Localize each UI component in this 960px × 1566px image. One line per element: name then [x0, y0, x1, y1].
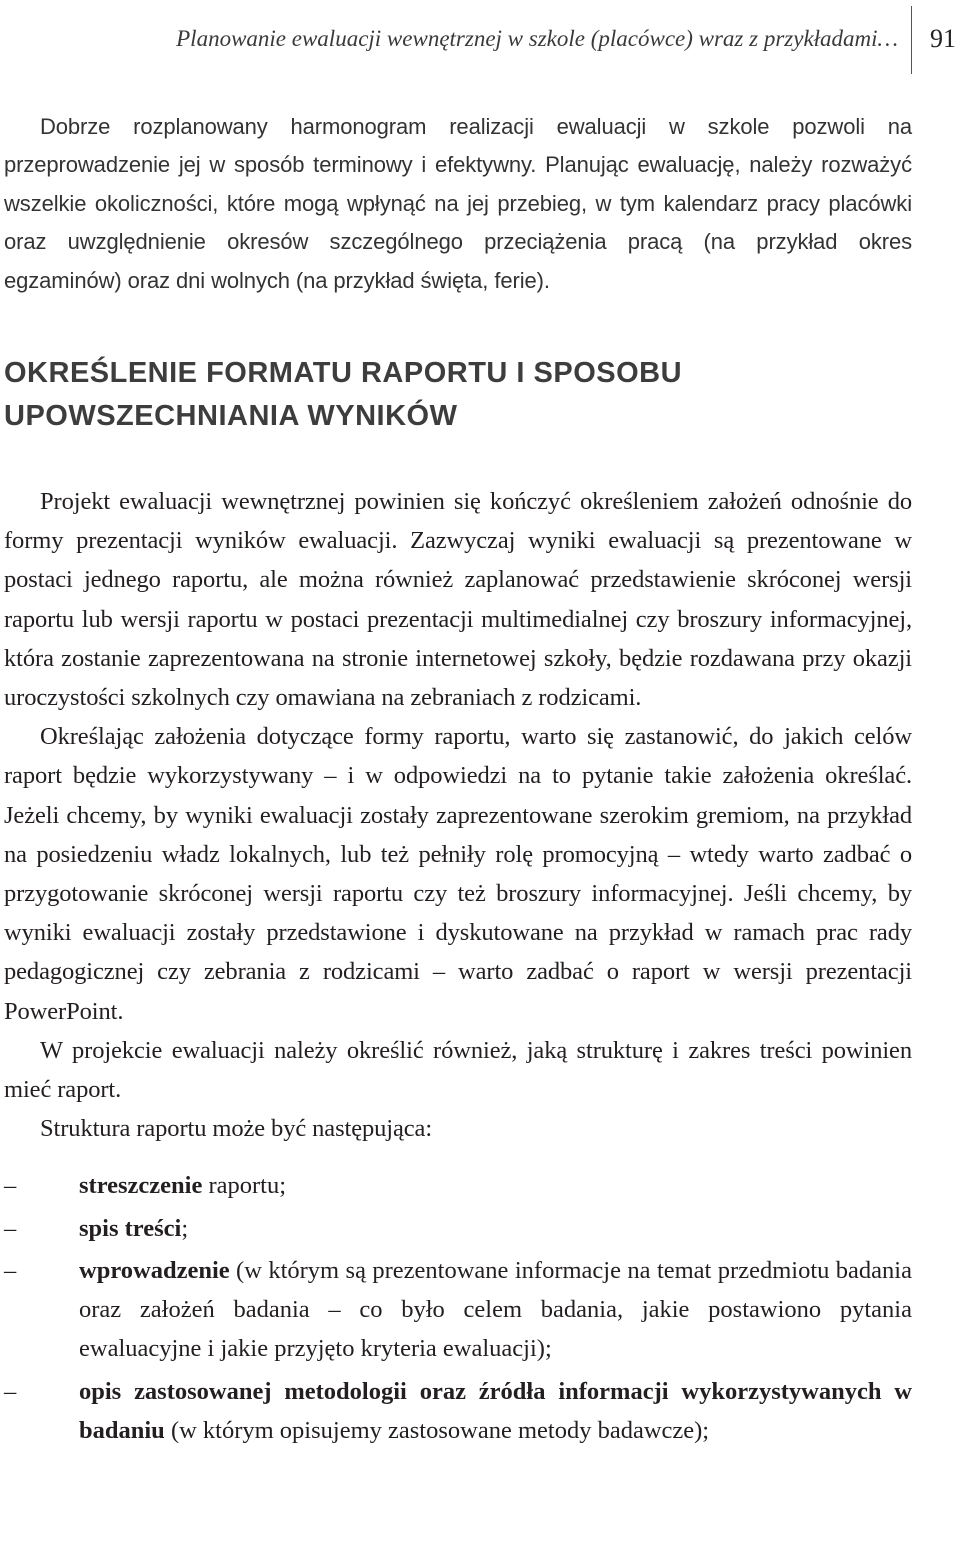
header-divider [911, 6, 912, 74]
body-paragraph: W projekcie ewaluacji należy określić również, jaką strukturę i zakres treści powinien mieć raport. [4, 1036, 912, 1104]
list-item [4, 1251, 912, 1369]
intro-paragraph: Dobrze rozplanowany harmonogram realizacji ewaluacji w szkole pozwoli na przeprowadzenie jej w sposób terminowy i efektywny. Planując ewaluację, należy rozważyć wszelkie okoliczności, które mogą wpłynąć na jej przebieg, w tym kalendarz pracy placówki oraz uwzględnienie okresów szczególnego przeciążenia pracą (na przykład okres egzaminów) oraz dni wolnych (na przykład święta, ferie). [4, 114, 912, 293]
list-item-term: streszczenie [79, 1172, 203, 1200]
running-header [0, 0, 960, 80]
list-item-text: raportu; [202, 1172, 287, 1200]
page-number: 91 [930, 24, 956, 53]
list-item-term: opis zastosowanej metodologii oraz źródła informacji wykorzystywanych w badaniu [79, 1377, 912, 1444]
section-heading-line-2: UPOWSZECHNIANIA WYNIKÓW [4, 400, 458, 433]
report-structure-list [4, 1166, 912, 1449]
list-item-text: ; [181, 1214, 189, 1242]
list-dash: – [4, 1377, 17, 1405]
list-dash: – [4, 1256, 17, 1284]
list-item-term: spis treści [79, 1214, 182, 1242]
list-item [4, 1209, 912, 1248]
list-item-text: (w którym są prezentowane informacje na temat przedmiotu badania oraz założeń badania – co było celem badania, jakie postawiono pytania ewaluacyjne i jakie przyjęto kryteria ewaluacji); [79, 1256, 912, 1363]
section-heading [4, 352, 912, 438]
list-item-text: (w którym opisujemy zastosowane metody badawcze); [164, 1416, 710, 1444]
body-paragraph: Struktura raportu może być następująca: [40, 1115, 433, 1143]
list-dash: – [4, 1214, 17, 1242]
list-item [4, 1372, 912, 1450]
page-body [4, 108, 912, 1453]
running-title: Planowanie ewaluacji wewnętrznej w szkole (placówce) wraz z przykładami… [176, 26, 898, 51]
section-heading-line-1: OKREŚLENIE FORMATU RAPORTU I SPOSOBU [4, 357, 683, 390]
body-paragraph: Projekt ewaluacji wewnętrznej powinien się kończyć określeniem założeń odnośnie do formy prezentacji wyników ewaluacji. Zazwyczaj wyniki ewaluacji są prezentowane w postaci jednego raportu, ale można również zaplanować przedstawienie skróconej wersji raportu lub wersji raportu w postaci prezentacji multimedialnej czy broszury informacyjnej, która zostanie zaprezentowana na stronie internetowej szkoły, będzie rozdawana przy okazji uroczystości szkolnych czy omawiana na zebraniach z rodzicami. [4, 488, 912, 712]
list-item-term: wprowadzenie [79, 1256, 230, 1284]
list-item [4, 1166, 912, 1205]
body-paragraph: Określając założenia dotyczące formy raportu, warto się zastanowić, do jakich celów raport będzie wykorzystywany – i w odpowiedzi na to pytanie takie założenia określać. Jeżeli chcemy, by wyniki ewaluacji zostały zaprezentowane szerokim gremiom, na przykład na posiedzeniu władz lokalnych, lub też pełniły rolę promocyjną – wtedy warto zadbać o przygotowanie skróconej wersji raportu czy też broszury informacyjnej. Jeśli chcemy, by wyniki ewaluacji zostały przedstawione i dyskutowane na przykład w ramach prac rady pedagogicznej czy zebrania z rodzicami – warto zadbać o raport w wersji prezentacji PowerPoint. [4, 723, 912, 1025]
list-dash: – [4, 1172, 17, 1200]
